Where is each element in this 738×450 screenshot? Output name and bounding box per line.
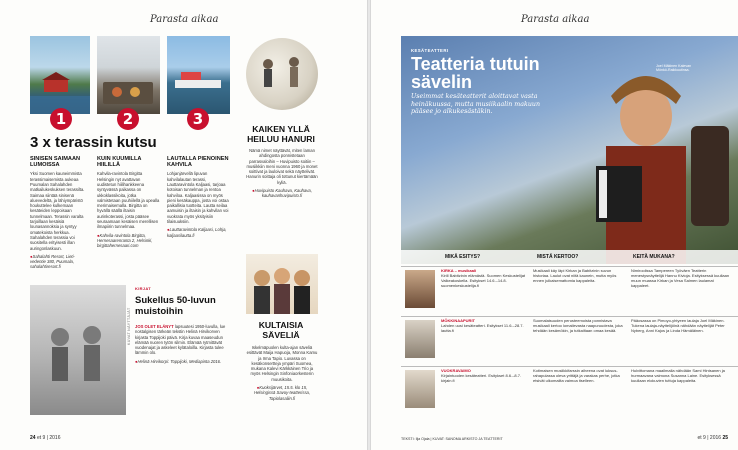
column-2-note: ● Kahvila-ravintola Birgitta, Hernesaarenranta 2, Helsinki, birgittahernesaari.com bbox=[97, 233, 160, 249]
accordion-heading: KAIKEN YLLÄ HEILUU HANURI bbox=[247, 124, 315, 144]
hero-lead: Useimmat kesäteatterit aloittavat vasta heinäkuussa, mutta musiikaalin makuun pääsee jo alkukesästäkin. bbox=[411, 93, 540, 115]
right-page-number: 25 bbox=[722, 435, 728, 441]
accordion-body: Nämä nimet näyttävät, miten laman ahdingosta ponnistetaan parrasvaloihin – Huvipuisto soitiin – musiikkiin meni vuonna 1960 ja monet soittivat ja lauloivat sekä näyttelivät. Hanurin soittaja oli tottunut kiertämään kyliä. bbox=[246, 148, 318, 185]
row-3-name: VUOKRAVAIMO bbox=[441, 368, 471, 373]
column-2-body: Kahvila-ravintola Birgitta Helsingin nyt avattavan uudistetun hiilihankkeena syntyvässä paikassa on ukkoklassikoita, jotka valmistetaan puuhiilellä ja upealla merimaisemalla. Birgitta on hyvällä säällä iltaisin aurinkoterassi, josta pääsee seuraamaan kesäisen merellisen ilmapiirin tunnelmaa. bbox=[97, 171, 160, 230]
three-singers-illustration bbox=[246, 254, 318, 314]
mokkinaapurit-thumbnail bbox=[405, 320, 435, 358]
row-1-note: suomenkeskustelija.fi bbox=[441, 283, 480, 288]
badge-3: 3 bbox=[187, 108, 209, 130]
column-3-note: ● Lauttaravintola Kaljaasi, Lohja, kaljaasilautta.fi bbox=[167, 227, 230, 238]
vuokravaimo-thumbnail bbox=[405, 370, 435, 408]
row-2-what bbox=[441, 318, 527, 333]
kirjat-label: KIRJAT bbox=[135, 286, 151, 291]
row-3-about: Kotimaisen musiikkifarssin aiheena ovat luksus-rahapulassa oleva yrittäjä ja varakas perhe, jotka etsivät ulkomailta vaimoa itselleen. bbox=[533, 368, 620, 383]
kultaisia-body: Iskelmäpuolen kulta-ajan säveliä esittävät Maija Hapuoja, Monna Kamu ja Irma Tapio. Luvassa on kesäkonsertteja ympäri Suomea, mukana Kalevi Kärkkäinen Trio ja myös Helsingin Sinfoniaorkesterin muusikoita. bbox=[246, 345, 318, 382]
row-2-note: lautta.fi bbox=[441, 328, 454, 333]
lakeside-house-illustration bbox=[30, 36, 90, 114]
row-3-desc: Kirjaintuoden kesäteatteri. Esitykset 8.6.–8.7. bbox=[441, 373, 522, 378]
right-credits: TEKSTI: Ilja Ojala | KUVAT: SANOMA ARKISTO JA TEATTERIT bbox=[401, 437, 503, 441]
question-what: MIKÄ ESITYS? bbox=[445, 254, 481, 260]
terrace-photo-birgitta bbox=[97, 36, 160, 114]
book-lead: JOS OLET ELÄNYT bbox=[135, 324, 174, 329]
row-1-desc: Kirill Babitzinin elämästä. Suomen Keskustelijat Valkeakoskella. Esitykset 14.6.–14.8. bbox=[441, 273, 526, 283]
badge-1: 1 bbox=[50, 108, 72, 130]
badge-2: 2 bbox=[117, 108, 139, 130]
right-magazine-issue: et 9 | 2016 bbox=[697, 435, 722, 441]
left-magazine-issue: et 9 | 2016 bbox=[36, 435, 61, 441]
book-archive-photo bbox=[30, 285, 126, 415]
column-2-heading: KUIN KUUMILLA HIILILLÄ bbox=[97, 156, 142, 169]
row-1-about: Musikaali käy läpi Kirkan ja Babitzinin suvun historiaa. Laulut ovat niitä kaunein, mutta myös ennen julkaisemattomia kappaleita. bbox=[533, 268, 617, 283]
book-column bbox=[135, 324, 227, 367]
book-note: ● Helinä Hirvikorpi: Toppijoki, Mediapinta 2016. bbox=[135, 359, 227, 364]
girls-photo-illustration bbox=[30, 285, 126, 415]
terrace-column-2 bbox=[97, 156, 160, 252]
terrace-column-3 bbox=[167, 156, 230, 241]
kirka-thumbnail bbox=[405, 270, 435, 308]
left-folio bbox=[30, 435, 61, 441]
ferry-illustration bbox=[167, 36, 230, 114]
right-page bbox=[371, 0, 738, 450]
row-3-note: kirjain.fi bbox=[441, 378, 455, 383]
vertical-photo-credit: KUVAT NÄYTTÄJÄT bbox=[127, 307, 131, 345]
accordion-note: ● Huvipuisto Kauhava, Kauhava, kauhavanhuvipuisto.fi bbox=[246, 188, 318, 199]
row-3-cast: Hulvittomana maailmalla nähdään Sami Hintsanen ja hurmaavana vaimona Susanna Laine. Esityksessä kuullaan elokuvien tuttuja kappaleita. bbox=[631, 368, 725, 383]
row-1-cast: Nimiroolissa Tampereen Työväen Teatterin menestysnäyttelijä Hannu Kivioja. Esityksessä kuullaan muun muassa Kirkan ja Vesa Salmen laulamat kappaleet. bbox=[631, 268, 730, 288]
column-1-note: ● Sahalahti Resort, Lieti-vedentie 380, Puumala, sahalahtiresort.fi bbox=[30, 254, 90, 270]
column-1-body: Yksi Suomen kauneimmista terassimaisemista aukeaa Puumalan Sahalahden matkailukeskuksen terassilta. Saimaa siintää sinisenä aluevedeltä, ja lähiympäristö houkuttelee kulkemaan kesäteiden leppoisaan tunnelmaan. Terassin varalta tarjoillaan kesäisiä lounasannoksia ja syntyy omatekoista herkkua. Sahalahden terassia voi suositella erityisesti illan auringonlaskuun. bbox=[30, 171, 85, 251]
hero-caption: Joel Mäkinen Kalevan Mönkö-Raikkuutinsa. bbox=[656, 64, 692, 73]
hero-title: Teatteria tutuin sävelin bbox=[411, 54, 540, 92]
hero-kicker: KESÄTEATTERI bbox=[411, 48, 449, 53]
kultaisia-column bbox=[246, 345, 318, 404]
terrace-article-title: 3 x terassin kutsu bbox=[30, 134, 157, 151]
accordion-column bbox=[246, 148, 318, 202]
book-title: Sukellus 50-luvun muistoihin bbox=[135, 295, 216, 317]
left-page-header: Parasta aikaa bbox=[150, 14, 219, 25]
accordion-circle-photo bbox=[246, 38, 318, 110]
singers-photo bbox=[246, 254, 318, 314]
row-2-desc: Lahden uusi kesäteatteri. Esitykset 11.6.–28.7. bbox=[441, 323, 524, 328]
row-3-what bbox=[441, 368, 527, 383]
column-1-heading: SINISEN SAIMAAN LUMOISSA bbox=[30, 156, 81, 169]
left-page-number: 24 bbox=[30, 435, 36, 441]
terrace-photo-lautta bbox=[167, 36, 230, 114]
dancers-illustration bbox=[246, 38, 318, 110]
right-folio bbox=[698, 435, 729, 441]
terrace-photo-saimaa bbox=[30, 36, 90, 114]
row-2-name: MÖKKINAAPURIT bbox=[441, 318, 475, 323]
kultaisia-note: ● Kuoksijärvet, 15.5. klo 15, Helsingissä Savoy-teatterissa, Tapiolasaliin.fi bbox=[246, 385, 318, 401]
row-2-cast: Pääosassa on Pimoyo-yhtyeen laulaja Joel Mäkinen. Tukena laulaja-näyttelijöinä nähdään näyttelijät Peter Nyberg, Anni Kajos ja Linda Hämäläinen. bbox=[631, 318, 725, 333]
left-page bbox=[0, 0, 367, 450]
question-cast: KEITÄ MUKANA? bbox=[633, 254, 675, 260]
right-page-header: Parasta aikaa bbox=[521, 14, 590, 25]
column-3-body: Lohjanjärvellä lipuvan kahvilalautan terassi, Lauttaravintola Kaljaasi, tarjoaa kotoisan tunnelman ja rentoa kahviloa. Kaljaasissa on myös pieni kesäkauppa, josta voi ostaa paikallisia tuotteita. Lautta seilaa aamuisin ja iltaisin ja kahvilan voi vuokrata myös yksityisiin tilaisuuksiin. bbox=[167, 171, 229, 225]
terrace-column-1 bbox=[30, 156, 90, 273]
row-1-name: KIRKA – musikaali bbox=[441, 268, 477, 273]
kultaisia-heading: KULTAISIA SÄVELIÄ bbox=[258, 320, 304, 340]
row-2-about: Suomalaisuuden perusteemoista ponnistava musikaali kertoo lomailevasta naapuruudesta, joka tehdään kesämökin, ja tutkailtaan omaa kesää. bbox=[533, 318, 623, 333]
row-1-what bbox=[441, 268, 527, 288]
question-about: MISTÄ KERTOO? bbox=[537, 254, 579, 260]
column-3-heading: LAUTALLA PIENOINEN KAHVILA bbox=[167, 156, 229, 169]
book-body: lapsuutesi 1950-luvulla, lue nostalgisen tärkeän tekstin Helinä Hirvikorven kirjasta Toppijoki päivä. Kirja kuvaa maaseudun elämää nuoren tytön silmin. Elämää rytmittävät vuodenajat ja askeleet kylätaloilla. Kirjasta tulee lämmin olo. bbox=[135, 324, 226, 356]
grill-food-illustration bbox=[97, 36, 160, 114]
